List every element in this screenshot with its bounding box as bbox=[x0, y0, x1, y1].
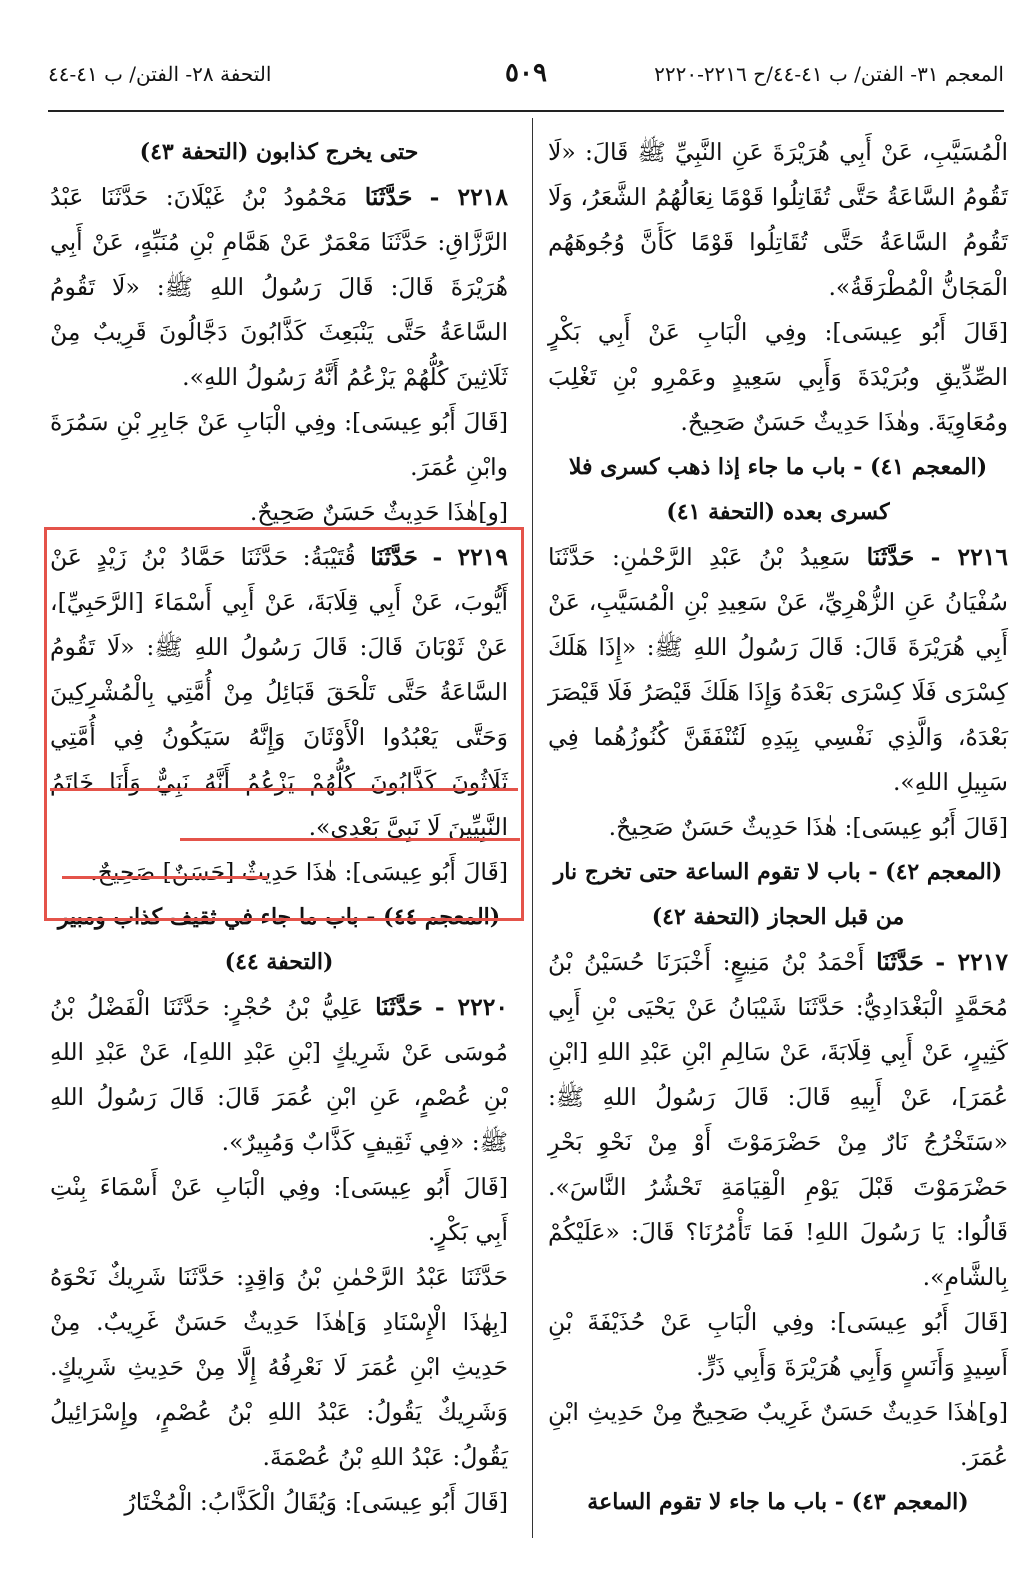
page-number: ٥٠٩ bbox=[505, 58, 547, 88]
chapter-heading-41: (المعجم ٤١) - باب ما جاء إذا ذهب كسرى فلا كسرى بعده (التحفة ٤١) bbox=[568, 454, 988, 525]
chapter-heading-42: (المعجم ٤٢) - باب لا تقوم الساعة حتى تخرج نار من قبل الحجاز (التحفة ٤٢) bbox=[553, 859, 1003, 930]
hadith-text: مَحْمُودُ بْنُ غَيْلَانَ: حَدَّثَنَا عَبْدُ الرَّزَّاقِ: حَدَّثَنَا مَعْمَرٌ عَنْ هَمَّامِ بْنِ مُنَبِّهٍ، عَنْ أَبِي هُرَيْرَةَ قَالَ: قَالَ رَسُولُ اللهِ ﷺ: «لَا تَقُومُ السَّاعَةُ حَتَّى يَنْبَعِثَ كَذَّابُونَ دَجَّالُونَ قَرِيبٌ مِنْ ثَلَاثِينَ كُلُّهُمْ يَزْعُمُ أَنَّهُ رَسُولُ اللهِ». bbox=[50, 183, 508, 391]
commentary: [قَالَ أَبُو عِيسَى]: هٰذَا حَدِيثٌ [حَسَنٌ] صَحِيحٌ. bbox=[90, 858, 508, 886]
underline-mark bbox=[62, 876, 268, 879]
header-left-reference: التحفة ٢٨- الفتن/ ب ٤١-٤٤ bbox=[48, 62, 272, 86]
right-column bbox=[548, 130, 1008, 1525]
page-header bbox=[48, 58, 1004, 98]
hadith-text: عَلِيُّ بْنُ حُجْرٍ: حَدَّثَنَا الْفَضْلُ بْنُ مُوسَى عَنْ شَرِيكٍ [بْنِ عَبْدِ اللهِ]، عَنْ عَبْدِ اللهِ بْنِ عُصْمٍ، عَنِ ابْنِ عُمَرَ قَالَ: قَالَ رَسُولُ اللهِ ﷺ: «فِي ثَقِيفٍ كَذَّابٌ وَمُبِيرٌ». bbox=[50, 993, 508, 1156]
underline-mark bbox=[180, 838, 520, 841]
hadith-2220 bbox=[50, 985, 508, 1165]
narration-keyword: حَدَّثَنَا bbox=[364, 183, 413, 211]
hadith-continuation: الْمُسَيَّبِ، عَنْ أَبِي هُرَيْرَةَ عَنِ النَّبِيِّ ﷺ قَالَ: «لَا تَقُومُ السَّاعَةُ حَتَّى تُقَاتِلُوا قَوْمًا نِعَالُهُمُ الشَّعَرُ، وَلَا تَقُومُ السَّاعَةُ حَتَّى تُقَاتِلُوا قَوْمًا كَأَنَّ وُجُوهَهُم الْمَجَانُّ الْمُطْرَقَةُ». bbox=[548, 138, 1008, 301]
commentary: [و]هٰذَا حَدِيثٌ حَسَنٌ صَحِيحٌ. bbox=[249, 498, 508, 526]
highlight-box bbox=[44, 527, 524, 921]
narration-keyword: حَدَّثَنَا bbox=[375, 993, 423, 1021]
commentary: [قَالَ أَبُو عِيسَى]: وفِي الْبَابِ عَنْ أَبِي بَكْرٍ الصِّدِّيقِ وبُرَيْدَةَ وَأَبِي سَعِيدٍ وعَمْرِو بْنِ تَغْلِبَ ومُعَاوِيَةَ. وهٰذَا حَدِيثٌ حَسَنٌ صَحِيحٌ. bbox=[548, 318, 1008, 436]
narration-keyword: حَدَّثَنَا bbox=[866, 543, 915, 571]
commentary: [و]هٰذَا حَدِيثٌ حَسَنٌ غَرِيبٌ صَحِيحٌ مِنْ حَدِيثِ ابْنِ عُمَرَ. bbox=[548, 1398, 1008, 1471]
hadith-number: ٢٢١٩ - bbox=[432, 543, 508, 571]
hadith-number: ٢٢١٦ - bbox=[930, 543, 1008, 571]
hadith-text: قُتَيْبَةُ: حَدَّثَنَا حَمَّادُ بْنُ زَيْدٍ عَنْ أَيُّوبَ، عَنْ أَبِي قِلَابَةَ، عَنْ أَبِي أَسْمَاءَ [الرَّحَبِيِّ]، عَنْ ثَوْبَانَ قَالَ: قَالَ رَسُولُ اللهِ ﷺ: «لَا تَقُومُ السَّاعَةُ حَتَّى تَلْحَقَ قَبَائِلُ مِنْ أُمَّتِي بِالْمُشْرِكِينَ وَحَتَّى يَعْبُدُوا الْأَوْثَانَ وَإِنَّهُ سَيَكُونُ فِي أُمَّتِي ثَلَاثُونَ كَذَّابُونَ كُلُّهُمْ يَزْعُمُ أَنَّهُ نَبِيٌّ وَأَنَا خَاتَمُ النَّبِيِّينَ لَا نَبِيَّ بَعْدِي». bbox=[50, 543, 508, 841]
commentary: [قَالَ أَبُو عِيسَى]: وَيُقَالُ الْكَذَّابُ: الْمُخْتَارُ bbox=[124, 1488, 508, 1516]
chapter-heading-43: (المعجم ٤٣) - باب ما جاء لا تقوم الساعة bbox=[587, 1489, 969, 1515]
narration-keyword: حَدَّثَنَا bbox=[876, 948, 924, 976]
hadith-2216 bbox=[548, 535, 1008, 805]
hadith-2218 bbox=[50, 175, 508, 400]
underline-mark bbox=[440, 918, 510, 921]
hadith-number: ٢٢٢٠ - bbox=[434, 993, 508, 1021]
header-right-reference: المعجم ٣١- الفتن/ ب ٤١-٤٤/ح ٢٢١٦-٢٢٢٠ bbox=[654, 62, 1004, 86]
hadith-2217 bbox=[548, 940, 1008, 1300]
narration-keyword: حَدَّثَنَا bbox=[370, 543, 418, 571]
commentary: [قَالَ أَبُو عِيسَى]: وفِي الْبَابِ عَنْ جَابِرِ بْنِ سَمُرَةَ وابْنِ عُمَرَ. bbox=[50, 408, 508, 481]
header-divider bbox=[48, 110, 1004, 112]
commentary: [قَالَ أَبُو عِيسَى]: وفِي الْبَابِ عَنْ حُذَيْفَةَ بْنِ أَسِيدٍ وَأَنَسٍ وَأَبِي هُرَيْرَةَ وَأَبِي ذَرٍّ. bbox=[548, 1308, 1008, 1381]
chapter-heading-44: (المعجم ٤٤) - باب ما جاء في ثقيف كذاب ومبير (التحفة ٤٤) bbox=[57, 904, 501, 975]
commentary: [قَالَ أَبُو عِيسَى]: هٰذَا حَدِيثٌ حَسَنٌ صَحِيحٌ. bbox=[608, 813, 1008, 841]
hadith-text: سَعِيدُ بْنُ عَبْدِ الرَّحْمٰنِ: حَدَّثَنَا سُفْيَانُ عَنِ الزُّهْرِيِّ، عَنْ سَعِيدِ بْنِ الْمُسَيَّبِ، عَنْ أَبِي هُرَيْرَةَ قَالَ: قَالَ رَسُولُ اللهِ ﷺ: «إِذَا هَلَكَ كِسْرَى فَلَا كِسْرَى بَعْدَهُ وَإِذَا هَلَكَ قَيْصَرُ فَلَا قَيْصَرَ بَعْدَهُ، وَالَّذِي نَفْسِي بِيَدِهِ لَتُنْفَقَنَّ كُنُوزُهُما فِي سَبِيلِ اللهِ». bbox=[548, 543, 1008, 796]
commentary: [قَالَ أَبُو عِيسَى]: وفِي الْبَابِ عَنْ أَسْمَاءَ بِنْتِ أَبِي بَكْرٍ. bbox=[50, 1173, 508, 1246]
column-divider bbox=[532, 118, 533, 1538]
chapter-heading-43-continued: حتى يخرج كذابون (التحفة ٤٣) bbox=[139, 139, 419, 165]
hadith-number: ٢٢١٧ - bbox=[935, 948, 1008, 976]
underline-mark bbox=[50, 788, 518, 791]
hadith-text: أَحْمَدُ بْنُ مَنِيعٍ: أَخْبَرَنَا حُسَيْنُ بْنُ مُحَمَّدٍ الْبَغْدَادِيُّ: حَدَّثَنَا شَيْبَانُ عَنْ يَحْيَى بْنِ أَبِي كَثِيرٍ، عَنْ أَبِي قِلَابَةَ، عَنْ سَالِمِ ابْنِ عَبْدِ اللهِ [ابْنِ عُمَرَ]، عَنْ أَبِيهِ قَالَ: قَالَ رَسُولُ اللهِ ﷺ: «سَتَخْرُجُ نَارٌ مِنْ حَضْرَمَوْتَ أَوْ مِنْ نَحْوِ بَحْرِ حَضْرَمَوْتَ قَبْلَ يَوْمِ الْقِيَامَةِ تَحْشُرُ النَّاسَ». قَالُوا: يَا رَسُولَ اللهِ! فَمَا تَأْمُرُنَا؟ قَالَ: «عَلَيْكُمْ بِالشَّامِ». bbox=[548, 948, 1008, 1291]
sub-isnad: حَدَّثَنَا عَبْدُ الرَّحْمٰنِ بْنُ وَاقِدٍ: حَدَّثَنَا شَرِيكٌ نَحْوَهُ [بِهٰذَا الْإِسْنَادِ وَ]هٰذَا حَدِيثٌ حَسَنٌ غَرِيبٌ. مِنْ حَدِيثِ ابْنِ عُمَرَ لَا نَعْرِفُهُ إِلَّا مِنْ حَدِيثِ شَرِيكٍ. وَشَرِيكٌ يَقُولُ: عَبْدُ اللهِ بْنُ عُصْمٍ، وإِسْرَائِيلُ يَقُولُ: عَبْدُ اللهِ بْنُ عُصْمَةَ. bbox=[50, 1263, 508, 1471]
hadith-number: ٢٢١٨ - bbox=[429, 183, 508, 211]
